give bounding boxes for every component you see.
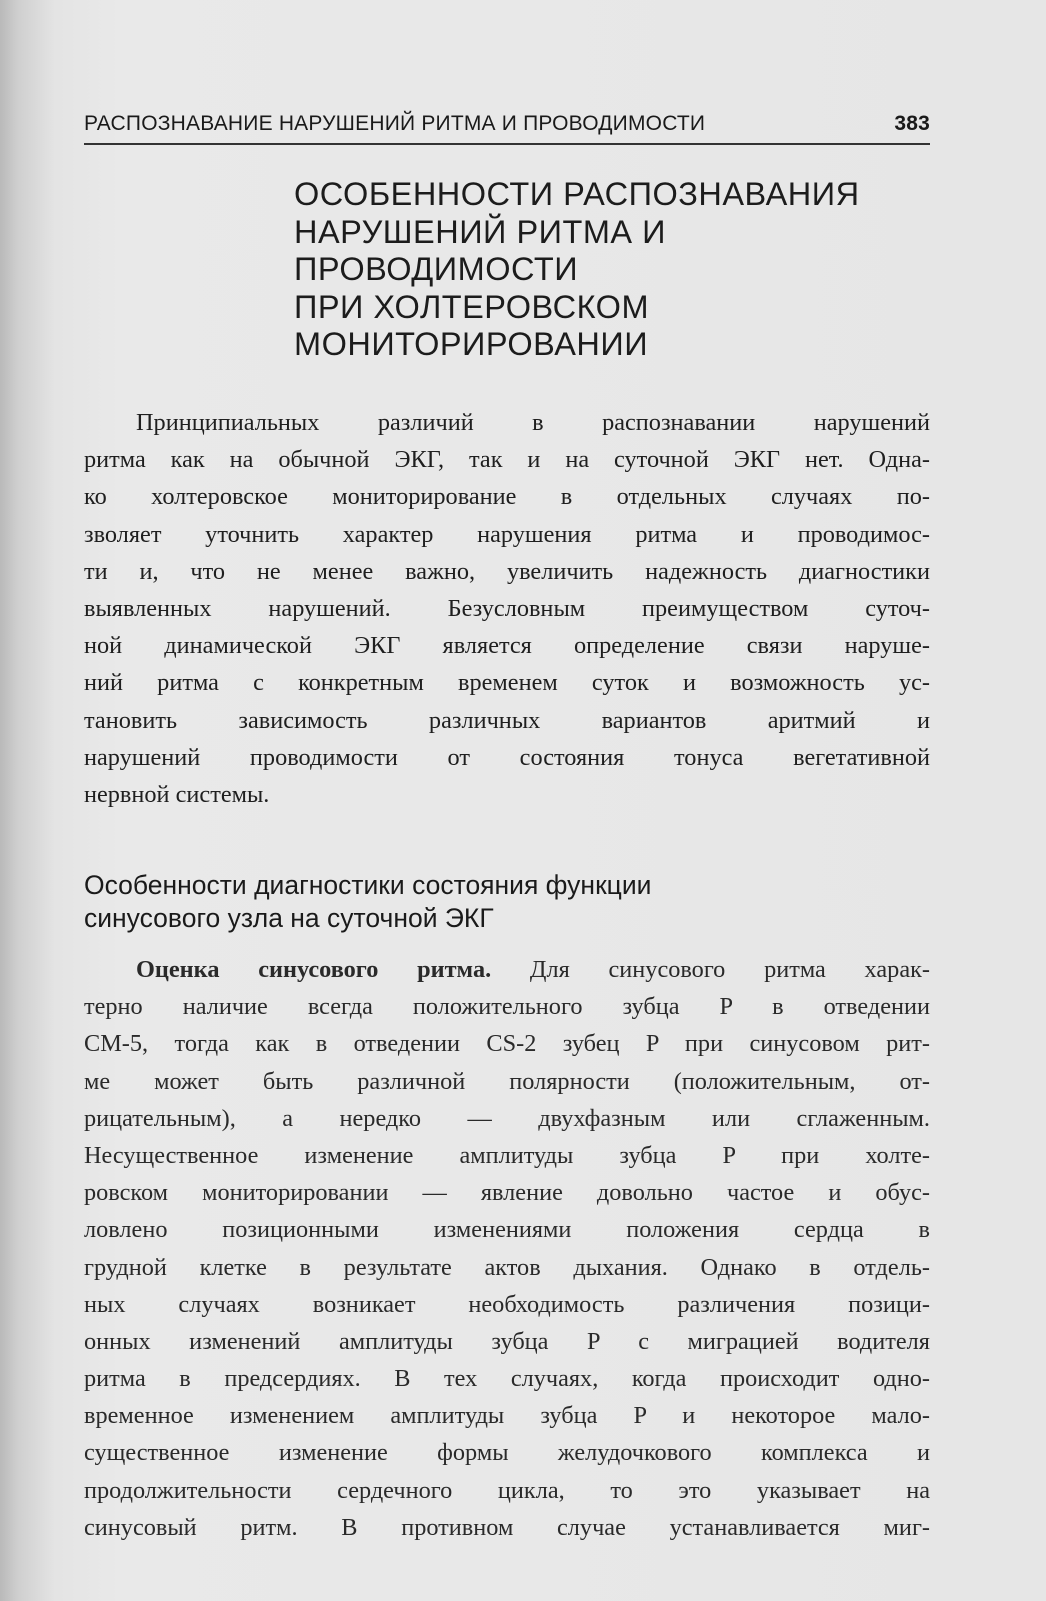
text-line: ных случаях возникает необходимость различения позици- [84, 1290, 930, 1318]
text-line: Принципиальных различий в распознавании нарушений [136, 409, 930, 436]
running-head [84, 112, 930, 136]
sinus-rhythm-paragraph [84, 951, 930, 1546]
run-in-heading: Оценка синусового ритма. [136, 956, 492, 983]
chapter-title-line: ПРИ ХОЛТЕРОВСКОМ [294, 288, 650, 325]
text-line: выявленных нарушений. Безусловным преимуществом суточ- [84, 594, 930, 622]
chapter-title [294, 176, 934, 364]
header-rule [84, 143, 930, 145]
text-line: ний ритма с конкретным временем суток и возможность ус- [84, 669, 930, 697]
chapter-title-line: ПРОВОДИМОСТИ [294, 251, 579, 287]
text-line: ритма в предсердиях. В тех случаях, когда происходит одно- [84, 1365, 930, 1393]
text-line: ме может быть различной полярности (положительным, от- [84, 1067, 930, 1095]
text-line: Несущественное изменение амплитуды зубца P при холте- [84, 1141, 930, 1169]
text-line: грудной клетке в результате актов дыхания. Однако в отдель- [84, 1253, 930, 1281]
text-line: CM-5, тогда как в отведении CS-2 зубец P при синусовом рит- [84, 1030, 930, 1058]
text-line: тановить зависимость различных вариантов аритмий и [84, 706, 930, 734]
text-line: ной динамической ЭКГ является определение связи наруше- [84, 632, 930, 660]
section-title-line: Особенности диагностики состояния функции [84, 870, 652, 900]
text-line: ко холтеровское мониторирование в отдельных случаях по- [84, 483, 930, 511]
page-number: 383 [894, 112, 930, 135]
section-title [84, 869, 930, 935]
running-head-title: РАСПОЗНАВАНИЕ НАРУШЕНИЙ РИТМА И ПРОВОДИМОСТИ [84, 112, 706, 135]
chapter-title-line: ОСОБЕННОСТИ РАСПОЗНАВАНИЯ [294, 176, 860, 212]
text-line: ритма как на обычной ЭКГ, так и на суточной ЭКГ нет. Одна- [84, 446, 930, 474]
text-line: ловлено позиционными изменениями положения сердца в [84, 1216, 930, 1244]
text-line: онных изменений амплитуды зубца P с миграцией водителя [84, 1327, 930, 1355]
text-line: нервной системы. [84, 780, 270, 808]
intro-paragraph [84, 404, 930, 813]
chapter-title-line: НАРУШЕНИЙ РИТМА И [294, 213, 666, 250]
text-line [84, 951, 930, 988]
text-line: ти и, что не менее важно, увеличить надежность диагностики [84, 557, 930, 585]
text-line: синусовый ритм. В противном случае устанавливается миг- [84, 1513, 930, 1541]
text-line: временное изменением амплитуды зубца P и некоторое мало- [84, 1402, 930, 1430]
text-line: существенное изменение формы желудочкового комплекса и [84, 1439, 930, 1467]
chapter-title-line: МОНИТОРИРОВАНИИ [294, 326, 649, 362]
text-line: нарушений проводимости от состояния тонуса вегетативной [84, 743, 930, 771]
text-line: продолжительности сердечного цикла, то это указывает на [84, 1476, 930, 1504]
text-line: ровском мониторировании — явление довольно частое и обус- [84, 1179, 930, 1207]
text-line: рицательным), а нередко — двухфазным или сглаженным. [84, 1104, 930, 1132]
text-line: зволяет уточнить характер нарушения ритма и проводимос- [84, 520, 930, 548]
section-title-line: синусового узла на суточной ЭКГ [84, 903, 494, 933]
text-fragment: Для синусового ритма харак- [491, 956, 930, 983]
text-line: терно наличие всегда положительного зубца P в отведении [84, 993, 930, 1021]
